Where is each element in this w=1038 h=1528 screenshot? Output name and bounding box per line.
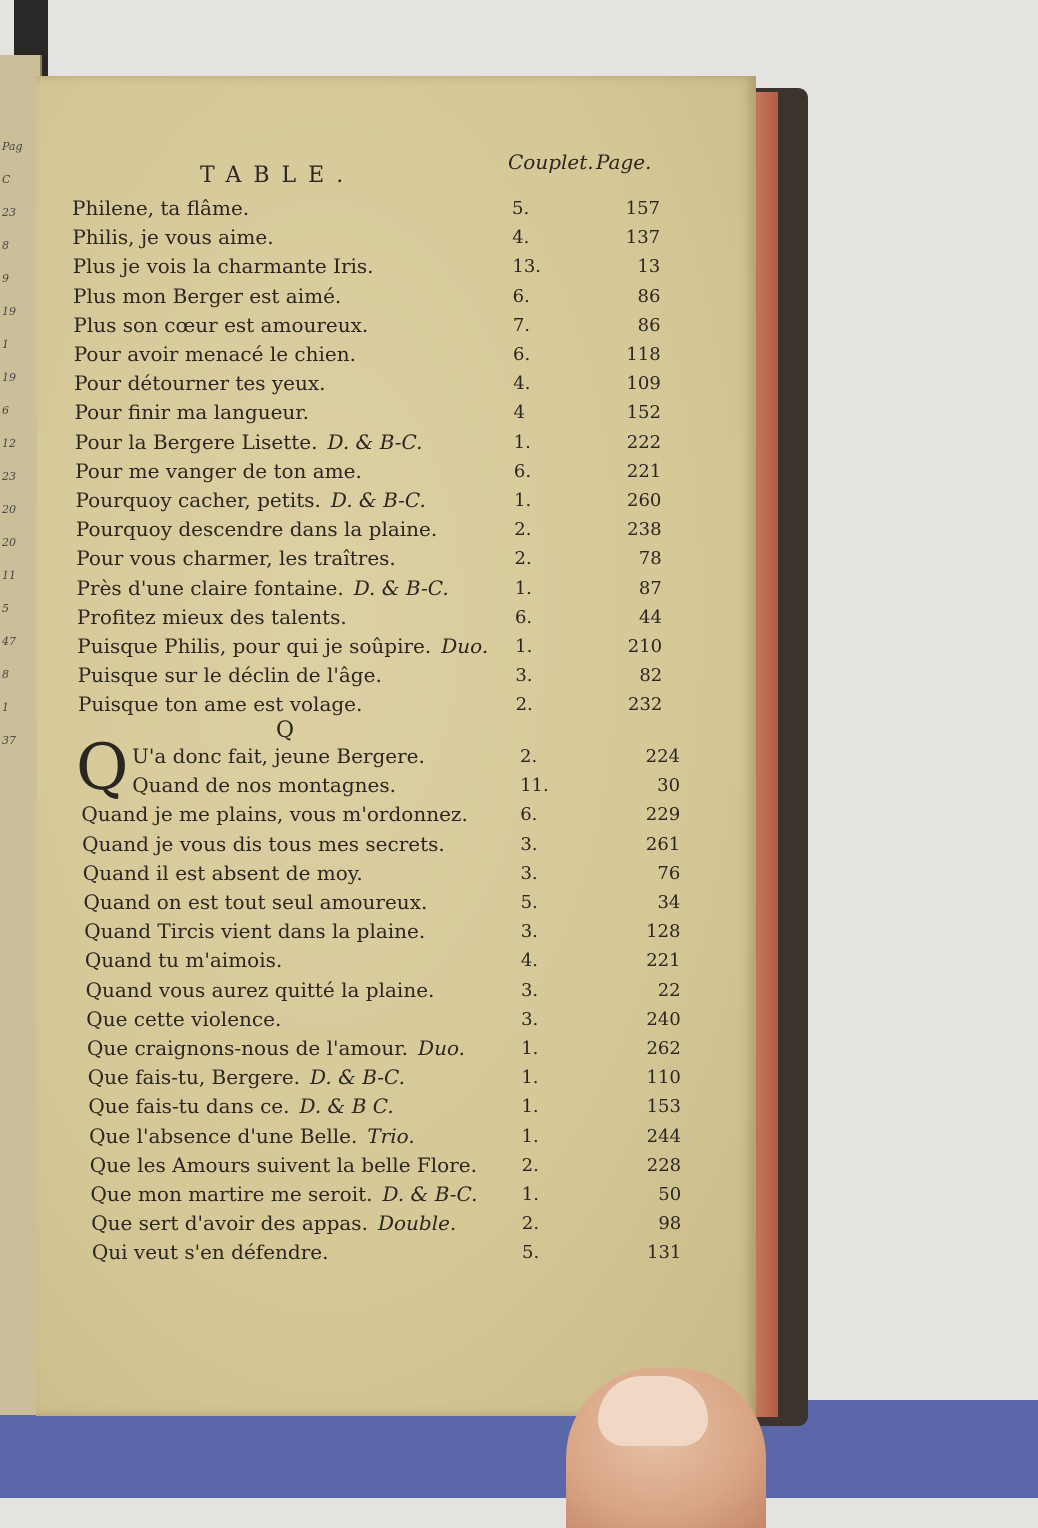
couplet-count: 3. <box>520 862 538 884</box>
couplet-count: 2. <box>520 746 538 767</box>
left-page-fragment: Pag <box>2 140 23 153</box>
entry-voice: D. & B-C. <box>310 1065 406 1090</box>
entry-voice: D. & B-C. <box>327 429 423 454</box>
entry-title <box>83 861 363 885</box>
entry-title <box>74 371 325 395</box>
page-number: 98 <box>658 1213 682 1235</box>
entry-title <box>86 1007 281 1031</box>
couplet-count: 1. <box>514 577 532 599</box>
entry-text: Quand je vous dis tous mes secrets. <box>82 831 445 856</box>
page-number: 157 <box>625 198 660 219</box>
entry-title <box>132 773 396 797</box>
couplet-count: 2. <box>514 548 532 570</box>
page-number: 78 <box>638 548 662 570</box>
page-number: 238 <box>627 519 662 541</box>
couplet-count: 1. <box>521 1067 539 1089</box>
couplet-count: 3. <box>521 1008 539 1030</box>
entry-title <box>75 459 362 483</box>
couplet-count: 1. <box>514 490 532 511</box>
page-number: 210 <box>627 636 663 657</box>
page-number: 221 <box>626 460 662 482</box>
couplet-count: 1. <box>515 636 533 657</box>
entry-title <box>132 744 425 768</box>
page-number: 30 <box>657 775 681 797</box>
entry-text: Pour avoir menacé le chien. <box>73 342 356 366</box>
page-number: 110 <box>646 1067 681 1089</box>
page-number: 34 <box>657 892 681 913</box>
entry-text: Que les Amours suivent la belle Flore. <box>89 1152 477 1177</box>
couplet-count: 7. <box>512 314 531 336</box>
couplet-count: 2. <box>521 1213 540 1235</box>
entry-text: Plus son cœur est amoureux. <box>73 312 369 337</box>
entry-text: Que fais-tu dans ce. <box>88 1094 290 1119</box>
entry-text: Profitez mieux des talents. <box>76 604 347 629</box>
entry-title <box>78 663 382 687</box>
left-page-fragment: 9 <box>2 272 9 285</box>
entry-text: Plus je vois la charmante Iris. <box>72 254 374 279</box>
page-number: 44 <box>639 606 662 628</box>
entry-title <box>77 605 347 629</box>
couplet-count: 5. <box>520 892 538 913</box>
left-page-fragment: 5 <box>2 602 9 615</box>
couplet-count: 4. <box>520 950 539 972</box>
entry-text: Pour vous charmer, les traîtres. <box>76 546 396 571</box>
page-number: 86 <box>637 285 661 307</box>
couplet-count: 4 <box>513 402 525 424</box>
entry-text: Quand tu m'aimois. <box>84 948 283 973</box>
page-number: 262 <box>646 1038 681 1059</box>
couplet-count: 4. <box>513 373 531 395</box>
page-number: 221 <box>646 950 681 972</box>
left-page-fragment: 23 <box>2 206 16 219</box>
entry-text: Pourquoy cacher, petits. <box>75 488 321 512</box>
entry-text: Qui veut s'en défendre. <box>91 1240 329 1265</box>
couplet-count: 1. <box>513 431 531 453</box>
left-page-fragment: 37 <box>2 734 16 747</box>
entry-title <box>85 948 282 972</box>
entry-voice: D. & B-C. <box>353 575 449 600</box>
entry-title <box>91 1182 478 1206</box>
page-title: TABLE. <box>200 163 356 188</box>
entry-title <box>76 517 437 541</box>
page-number: 13 <box>637 256 661 278</box>
couplet-count: 1. <box>521 1038 539 1059</box>
entry-title <box>84 919 425 943</box>
entry-title <box>76 488 426 512</box>
page-number: 224 <box>645 746 680 767</box>
couplet-count: 3. <box>520 979 539 1001</box>
couplet-count: 6. <box>514 606 533 628</box>
left-page-fragment: 8 <box>2 239 9 252</box>
couplet-count: 4. <box>512 227 530 249</box>
entry-title <box>72 196 249 220</box>
page-number: 229 <box>645 804 681 826</box>
entry-title <box>84 890 428 914</box>
left-page-fragment: 6 <box>2 404 9 417</box>
entry-title <box>90 1153 477 1177</box>
couplet-count: 1. <box>521 1184 539 1205</box>
left-page-fragment: C <box>2 173 11 186</box>
couplet-count: 11. <box>520 775 549 797</box>
entry-text: Pour finir ma langueur. <box>74 400 310 425</box>
entry-voice: Duo. <box>441 634 489 658</box>
entry-text: Que fais-tu, Bergere. <box>87 1065 301 1090</box>
couplet-count: 3. <box>515 665 533 687</box>
entry-title <box>88 1094 393 1118</box>
entry-text: Plus mon Berger est aimé. <box>73 283 342 308</box>
couplet-count: 6. <box>512 285 530 307</box>
couplet-count: 2. <box>515 694 533 716</box>
couplet-count: 1. <box>521 1125 539 1147</box>
entry-title <box>86 978 435 1002</box>
page-number: 244 <box>646 1125 682 1147</box>
page-number: 109 <box>626 373 661 395</box>
section-letter: Q <box>276 718 295 743</box>
couplet-count: 6. <box>513 460 532 482</box>
entry-title <box>73 313 368 337</box>
entry-voice: Duo. <box>418 1036 465 1060</box>
left-page-fragment: 20 <box>2 536 16 549</box>
couplet-count: 13. <box>512 256 542 278</box>
page-number: 260 <box>627 490 662 511</box>
entry-title <box>78 692 362 716</box>
entry-text: Puisque sur le déclin de l'âge. <box>77 663 382 688</box>
left-page-fragment: 1 <box>2 701 9 714</box>
left-page-fragment: 19 <box>2 371 16 384</box>
page-number: 240 <box>646 1008 681 1030</box>
entry-title <box>89 1124 415 1148</box>
couplet-column-header: Couplet. <box>508 150 594 174</box>
entry-title <box>72 225 273 249</box>
entry-title <box>73 254 374 278</box>
page-number: 261 <box>645 833 681 855</box>
entry-text: Quand de nos montagnes. <box>132 773 396 798</box>
left-page-fragment: 47 <box>2 635 16 648</box>
page-number: 128 <box>646 921 681 943</box>
entry-title <box>74 400 309 424</box>
entry-text: Que craignons-nous de l'amour. <box>87 1036 409 1060</box>
entry-text: Pour détourner tes yeux. <box>74 371 326 396</box>
page-number: 82 <box>639 665 663 687</box>
entry-title <box>74 342 356 366</box>
couplet-count: 2. <box>521 1154 539 1176</box>
entry-title <box>92 1240 329 1264</box>
page-number: 137 <box>625 227 661 249</box>
page-number: 228 <box>646 1154 682 1176</box>
entry-title <box>77 576 449 600</box>
page-number: 87 <box>638 577 662 599</box>
entry-voice: Trio. <box>367 1123 415 1148</box>
entry-title <box>87 1036 465 1060</box>
entry-text: Quand Tircis vient dans la plaine. <box>84 919 426 944</box>
couplet-count: 1. <box>521 1096 539 1118</box>
entry-voice: D. & B-C. <box>382 1182 478 1206</box>
page-number: 118 <box>626 344 661 365</box>
left-page-fragment: 20 <box>2 503 16 516</box>
entry-title <box>73 284 341 308</box>
page-number: 50 <box>658 1184 682 1205</box>
entry-text: Philis, je vous aime. <box>72 225 274 250</box>
entry-text: Pour me vanger de ton ame. <box>75 458 362 483</box>
left-page-fragment: 19 <box>2 305 16 318</box>
left-page-fragment: 8 <box>2 668 9 681</box>
dropcap-letter: Q <box>76 731 129 805</box>
entry-text: Que cette violence. <box>86 1006 282 1031</box>
entry-text: Pour la Bergere Lisette. <box>74 429 318 454</box>
page-number: 153 <box>646 1096 681 1118</box>
thumbnail-nail <box>598 1376 708 1446</box>
entry-text: Quand il est absent de moy. <box>82 860 363 885</box>
couplet-count: 3. <box>520 921 538 943</box>
entry-title <box>91 1211 456 1235</box>
page-number: 22 <box>657 979 681 1001</box>
couplet-count: 3. <box>520 833 538 855</box>
entry-voice: D. & B-C. <box>330 488 426 512</box>
entry-text: Que sert d'avoir des appas. <box>91 1211 368 1236</box>
entry-text: Que mon martire me seroit. <box>90 1182 373 1206</box>
entry-text: Que l'absence d'une Belle. <box>89 1123 358 1148</box>
entry-text: Puisque ton ame est volage. <box>77 692 363 717</box>
left-page-fragment: 1 <box>2 338 9 351</box>
page-number: 131 <box>647 1242 682 1264</box>
entry-text: Puisque Philis, pour qui je soûpire. <box>77 634 432 658</box>
page-number: 76 <box>657 862 681 884</box>
page-number: 232 <box>628 694 663 716</box>
couplet-count: 2. <box>514 519 532 541</box>
entry-title <box>75 430 423 454</box>
couplet-count: 6. <box>520 804 538 826</box>
entry-text: Philene, ta flâme. <box>72 196 250 220</box>
left-page-fragment: 12 <box>2 437 16 450</box>
page-column-header: Page. <box>596 150 652 174</box>
entry-title <box>81 802 467 826</box>
left-page-fragment: 23 <box>2 470 16 483</box>
couplet-count: 5. <box>512 198 530 219</box>
entry-text: Quand je me plains, vous m'ordonnez. <box>81 802 468 827</box>
entry-voice: D. & B C. <box>299 1094 394 1119</box>
entry-title <box>77 634 488 658</box>
entry-text: Quand vous aurez quitté la plaine. <box>85 977 435 1002</box>
entry-title <box>88 1065 405 1089</box>
entry-title <box>82 832 445 856</box>
couplet-count: 5. <box>522 1242 540 1264</box>
couplet-count: 6. <box>513 344 531 365</box>
page-number: 152 <box>626 402 661 424</box>
entry-voice: Double. <box>377 1211 457 1236</box>
entry-title <box>76 546 396 570</box>
left-page-fragment: 11 <box>2 569 16 582</box>
entry-text: U'a donc fait, jeune Bergere. <box>132 744 425 768</box>
page-number: 222 <box>626 431 662 453</box>
entry-text: Quand on est tout seul amoureux. <box>83 890 428 914</box>
page-number: 86 <box>637 314 661 336</box>
entry-text: Près d'une claire fontaine. <box>76 575 344 600</box>
entry-text: Pourquoy descendre dans la plaine. <box>75 517 438 542</box>
